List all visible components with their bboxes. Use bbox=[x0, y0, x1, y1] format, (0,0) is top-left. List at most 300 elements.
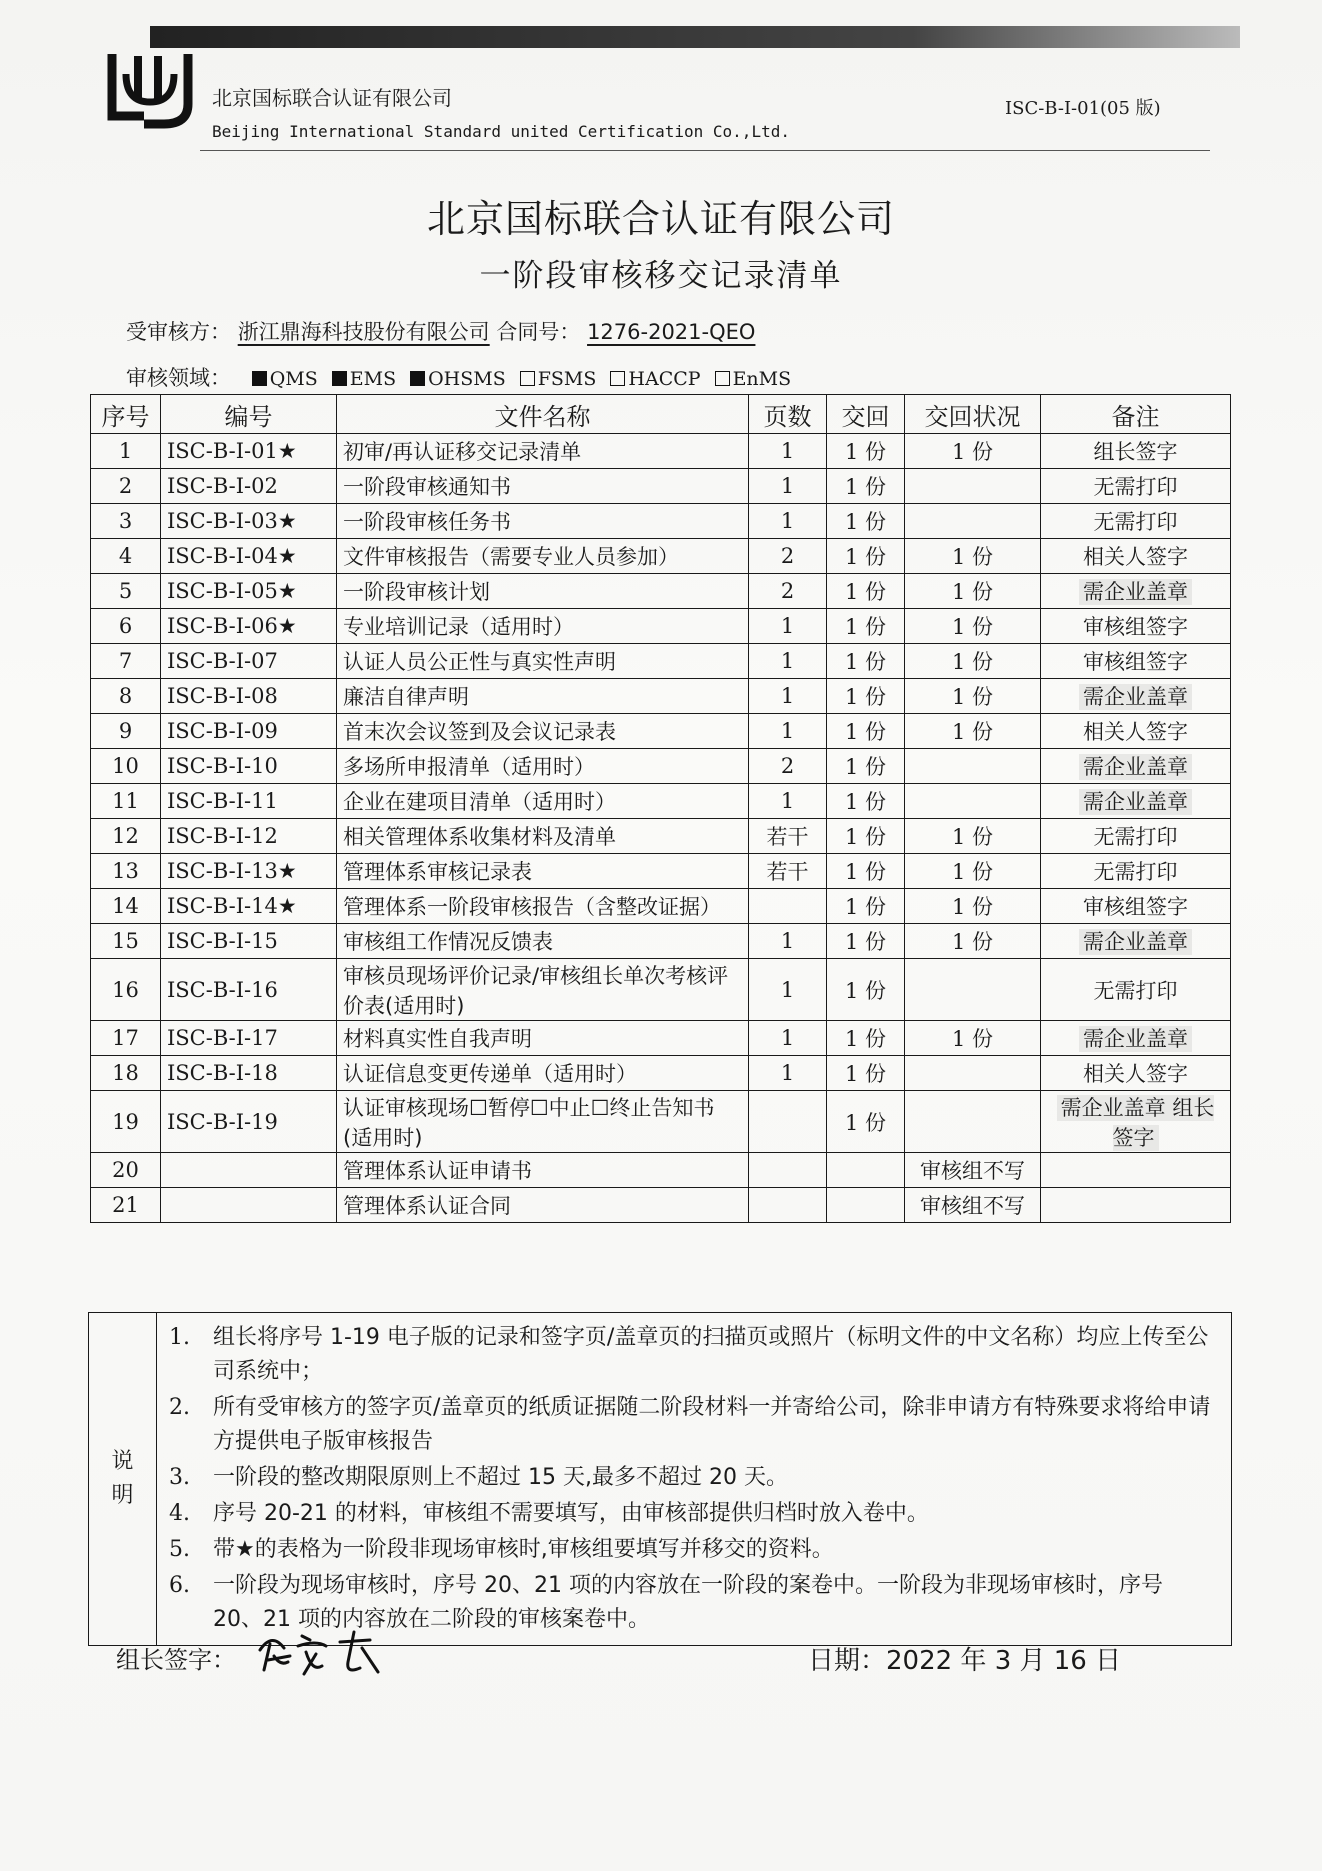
document-title: 北京国标联合认证有限公司 bbox=[426, 197, 895, 241]
cell-status bbox=[905, 1188, 1041, 1223]
cell-name bbox=[337, 1153, 749, 1188]
cell-pages-text: 2 bbox=[780, 754, 795, 778]
cell-pages bbox=[749, 924, 827, 959]
cell-code bbox=[161, 854, 337, 889]
cell-return-text: 1 份 bbox=[844, 650, 887, 674]
cell-return-text: 1 份 bbox=[844, 930, 887, 954]
cell-name bbox=[337, 504, 749, 539]
cell-pages bbox=[749, 1153, 827, 1188]
cell-pages-text: 1 bbox=[780, 1061, 795, 1085]
cell-name-text: 一阶段审核通知书 bbox=[343, 475, 511, 499]
table-row bbox=[91, 1021, 1231, 1056]
scope-option-ohsms bbox=[410, 368, 506, 390]
cell-code-text: ISC-B-I-03★ bbox=[167, 509, 297, 533]
cell-remark bbox=[1041, 504, 1231, 539]
cell-return-text: 1 份 bbox=[844, 510, 887, 534]
table-row bbox=[91, 434, 1231, 469]
cell-remark-text: 无需打印 bbox=[1093, 475, 1178, 499]
cell-code-text: ISC-B-I-01★ bbox=[167, 439, 297, 463]
table-row bbox=[91, 819, 1231, 854]
cell-status bbox=[905, 819, 1041, 854]
cell-no bbox=[91, 1153, 161, 1188]
cell-return bbox=[827, 1091, 905, 1153]
cell-pages-text: 若干 bbox=[766, 825, 809, 849]
cell-status bbox=[905, 574, 1041, 609]
cell-remark bbox=[1041, 714, 1231, 749]
cell-code-text: ISC-B-I-12 bbox=[167, 824, 278, 848]
cell-remark bbox=[1041, 609, 1231, 644]
cell-status bbox=[905, 1091, 1041, 1153]
cell-no-text: 18 bbox=[112, 1061, 139, 1085]
cell-pages bbox=[749, 1188, 827, 1223]
cell-code-text: ISC-B-I-15 bbox=[167, 929, 278, 953]
scope-option-label: HACCP bbox=[628, 368, 701, 390]
cell-code bbox=[161, 609, 337, 644]
cell-pages-text: 1 bbox=[780, 1026, 795, 1050]
cell-name bbox=[337, 784, 749, 819]
scan-edge-band bbox=[150, 26, 1240, 48]
cell-name-text: 材料真实性自我声明 bbox=[343, 1027, 532, 1051]
cell-return bbox=[827, 434, 905, 469]
cell-pages bbox=[749, 1056, 827, 1091]
cell-return bbox=[827, 749, 905, 784]
cell-remark bbox=[1041, 539, 1231, 574]
cell-no-text: 15 bbox=[112, 929, 139, 953]
checked-box-icon bbox=[252, 371, 267, 386]
note-item bbox=[157, 1533, 1231, 1567]
cell-code-text: ISC-B-I-09 bbox=[167, 719, 278, 743]
cell-name bbox=[337, 574, 749, 609]
cell-pages bbox=[749, 784, 827, 819]
cell-status-text: 1 份 bbox=[951, 720, 994, 744]
cell-code-text: ISC-B-I-07 bbox=[167, 649, 278, 673]
cell-status bbox=[905, 504, 1041, 539]
cell-pages bbox=[749, 1021, 827, 1056]
signature-date: 日期：2022 年 3 月 16 日 bbox=[808, 1646, 1122, 1676]
cell-name bbox=[337, 819, 749, 854]
cell-code-text: ISC-B-I-16 bbox=[167, 977, 278, 1002]
cell-status bbox=[905, 889, 1041, 924]
cell-return-text: 1 份 bbox=[844, 545, 887, 569]
cell-remark-text: 审核组签字 bbox=[1083, 650, 1188, 674]
cell-return-text: 1 份 bbox=[844, 580, 887, 604]
cell-status bbox=[905, 924, 1041, 959]
cell-return bbox=[827, 1153, 905, 1188]
cell-name bbox=[337, 889, 749, 924]
cell-return bbox=[827, 1188, 905, 1223]
cell-status bbox=[905, 714, 1041, 749]
company-logo-icon bbox=[104, 44, 196, 132]
cell-status-text: 1 份 bbox=[951, 440, 994, 464]
cell-no-text: 10 bbox=[112, 754, 139, 778]
cell-no-text: 17 bbox=[112, 1026, 139, 1050]
notes-body bbox=[157, 1313, 1232, 1646]
cell-code bbox=[161, 1056, 337, 1091]
cell-code bbox=[161, 539, 337, 574]
cell-pages bbox=[749, 889, 827, 924]
cell-return-text: 1 份 bbox=[844, 475, 887, 499]
cell-name-text: 一阶段审核计划 bbox=[343, 580, 490, 604]
note-number: 3. bbox=[169, 1465, 190, 1490]
cell-no bbox=[91, 924, 161, 959]
cell-remark-text: 无需打印 bbox=[1093, 860, 1178, 884]
cell-pages bbox=[749, 609, 827, 644]
notes-label bbox=[89, 1313, 157, 1646]
cell-remark-text: 需企业盖章 bbox=[1079, 789, 1192, 815]
cell-no-text: 2 bbox=[118, 474, 133, 498]
note-item bbox=[157, 1321, 1231, 1389]
cell-return bbox=[827, 784, 905, 819]
cell-remark bbox=[1041, 1153, 1231, 1188]
cell-status bbox=[905, 609, 1041, 644]
cell-name bbox=[337, 959, 749, 1021]
col-header-name: 文件名称 bbox=[337, 395, 749, 434]
cell-return bbox=[827, 959, 905, 1021]
cell-code bbox=[161, 1021, 337, 1056]
note-number: 5. bbox=[169, 1537, 190, 1562]
cell-status-text: 1 份 bbox=[951, 545, 994, 569]
cell-name-text: 管理体系认证申请书 bbox=[343, 1159, 532, 1183]
cell-return bbox=[827, 644, 905, 679]
cell-no-text: 4 bbox=[118, 544, 133, 568]
cell-name bbox=[337, 1188, 749, 1223]
cell-code bbox=[161, 644, 337, 679]
cell-return bbox=[827, 1056, 905, 1091]
cell-no bbox=[91, 714, 161, 749]
cell-remark-text: 相关人签字 bbox=[1083, 720, 1188, 744]
cell-code bbox=[161, 434, 337, 469]
table-row bbox=[91, 1188, 1231, 1223]
cell-remark-text: 需企业盖章 bbox=[1079, 929, 1192, 955]
cell-name-text: 专业培训记录（适用时） bbox=[343, 615, 574, 639]
col-header-status: 交回状况 bbox=[905, 395, 1041, 434]
cell-name bbox=[337, 469, 749, 504]
cell-name-text: 认证审核现场☐暂停☐中止☐终止告知书(适用时) bbox=[343, 1095, 715, 1150]
cell-remark-text: 无需打印 bbox=[1093, 825, 1178, 849]
cell-status-text: 1 份 bbox=[951, 685, 994, 709]
cell-pages-text: 1 bbox=[780, 509, 795, 533]
notes-label-text: 说明 bbox=[111, 1449, 134, 1508]
cell-no bbox=[91, 504, 161, 539]
cell-return-text: 1 份 bbox=[844, 755, 887, 779]
cell-no bbox=[91, 1056, 161, 1091]
col-header-pages: 页数 bbox=[749, 395, 827, 434]
cell-pages bbox=[749, 574, 827, 609]
company-name-en: Beijing International Standard united Certification Co.,Ltd. bbox=[212, 122, 790, 141]
table-header-row bbox=[91, 395, 1231, 434]
form-code: ISC-B-I-01(05 版) bbox=[1005, 98, 1161, 119]
cell-no bbox=[91, 539, 161, 574]
cell-remark-text: 无需打印 bbox=[1093, 978, 1178, 1003]
checked-box-icon bbox=[410, 371, 425, 386]
scope-option-label: QMS bbox=[269, 368, 318, 390]
unchecked-box-icon bbox=[520, 371, 535, 386]
cell-name-text: 多场所申报清单（适用时） bbox=[343, 755, 595, 779]
table-row bbox=[91, 609, 1231, 644]
contract-number: 1276-2021-QEO bbox=[587, 320, 756, 344]
note-text: 序号 20-21 的材料，审核组不需要填写，由审核部提供归档时放入卷中。 bbox=[213, 1501, 929, 1526]
cell-pages-text: 2 bbox=[780, 544, 795, 568]
table-row bbox=[91, 1091, 1231, 1153]
cell-remark bbox=[1041, 574, 1231, 609]
cell-no-text: 21 bbox=[112, 1193, 139, 1217]
cell-remark bbox=[1041, 889, 1231, 924]
note-text: 带★的表格为一阶段非现场审核时,审核组要填写并移交的资料。 bbox=[213, 1537, 834, 1562]
cell-code-text: ISC-B-I-17 bbox=[167, 1026, 278, 1050]
cell-code-text: ISC-B-I-02 bbox=[167, 474, 278, 498]
cell-no-text: 20 bbox=[112, 1158, 139, 1182]
cell-code bbox=[161, 504, 337, 539]
col-header-return: 交回 bbox=[827, 395, 905, 434]
cell-name bbox=[337, 609, 749, 644]
cell-no bbox=[91, 889, 161, 924]
cell-code-text: ISC-B-I-04★ bbox=[167, 544, 297, 568]
cell-name-text: 初审/再认证移交记录清单 bbox=[343, 440, 582, 464]
note-item bbox=[157, 1391, 1231, 1459]
cell-remark-text: 需企业盖章 bbox=[1079, 684, 1192, 710]
cell-no bbox=[91, 644, 161, 679]
cell-name-text: 相关管理体系收集材料及清单 bbox=[343, 825, 616, 849]
cell-no-text: 9 bbox=[118, 719, 133, 743]
cell-status bbox=[905, 469, 1041, 504]
cell-status-text: 审核组不写 bbox=[920, 1194, 1025, 1218]
leader-signature-label: 组长签字： bbox=[116, 1646, 236, 1674]
cell-return bbox=[827, 714, 905, 749]
cell-pages-text: 1 bbox=[780, 684, 795, 708]
cell-name bbox=[337, 539, 749, 574]
cell-code-text: ISC-B-I-18 bbox=[167, 1061, 278, 1085]
note-number: 6. bbox=[169, 1573, 190, 1598]
cell-no bbox=[91, 784, 161, 819]
cell-no-text: 16 bbox=[112, 977, 139, 1002]
cell-remark-text: 需企业盖章 组长签字 bbox=[1057, 1095, 1215, 1151]
cell-status bbox=[905, 644, 1041, 679]
auditee-info bbox=[126, 316, 755, 346]
cell-no-text: 7 bbox=[118, 649, 133, 673]
cell-pages bbox=[749, 679, 827, 714]
cell-code bbox=[161, 749, 337, 784]
cell-code-text: ISC-B-I-05★ bbox=[167, 579, 297, 603]
cell-no bbox=[91, 679, 161, 714]
cell-code bbox=[161, 784, 337, 819]
cell-pages bbox=[749, 1091, 827, 1153]
cell-name bbox=[337, 854, 749, 889]
note-text: 一阶段的整改期限原则上不超过 15 天,最多不超过 20 天。 bbox=[213, 1465, 788, 1490]
cell-status-text: 1 份 bbox=[951, 580, 994, 604]
table-row bbox=[91, 1153, 1231, 1188]
scope-option-haccp bbox=[610, 368, 700, 390]
cell-remark bbox=[1041, 749, 1231, 784]
cell-return bbox=[827, 504, 905, 539]
cell-no bbox=[91, 1021, 161, 1056]
cell-code bbox=[161, 574, 337, 609]
scope-option-label: EnMS bbox=[732, 368, 792, 390]
cell-no bbox=[91, 749, 161, 784]
cell-return-text: 1 份 bbox=[844, 1062, 887, 1086]
cell-code bbox=[161, 679, 337, 714]
cell-pages-text: 若干 bbox=[766, 860, 809, 884]
table-row bbox=[91, 469, 1231, 504]
cell-remark bbox=[1041, 924, 1231, 959]
cell-no bbox=[91, 434, 161, 469]
cell-status bbox=[905, 434, 1041, 469]
cell-status bbox=[905, 959, 1041, 1021]
cell-return-text: 1 份 bbox=[844, 978, 887, 1003]
auditee-label: 受审核方： bbox=[126, 320, 231, 344]
transfer-table bbox=[90, 394, 1231, 1223]
cell-status bbox=[905, 1056, 1041, 1091]
cell-status-text: 审核组不写 bbox=[920, 1159, 1025, 1183]
table-row bbox=[91, 574, 1231, 609]
cell-name-text: 首末次会议签到及会议记录表 bbox=[343, 720, 616, 744]
cell-remark bbox=[1041, 854, 1231, 889]
cell-pages bbox=[749, 504, 827, 539]
cell-no-text: 13 bbox=[112, 859, 139, 883]
cell-remark-text: 组长签字 bbox=[1093, 440, 1178, 464]
cell-code bbox=[161, 714, 337, 749]
cell-name-text: 审核员现场评价记录/审核组长单次考核评价表(适用时) bbox=[343, 963, 729, 1018]
table-row bbox=[91, 504, 1231, 539]
cell-return-text: 1 份 bbox=[844, 1110, 887, 1135]
cell-code bbox=[161, 1188, 337, 1223]
cell-return bbox=[827, 574, 905, 609]
cell-status bbox=[905, 749, 1041, 784]
cell-remark bbox=[1041, 1091, 1231, 1153]
cell-status-text: 1 份 bbox=[951, 615, 994, 639]
cell-name-text: 认证信息变更传递单（适用时） bbox=[343, 1062, 637, 1086]
cell-name-text: 认证人员公正性与真实性声明 bbox=[343, 650, 616, 674]
note-text: 所有受审核方的签字页/盖章页的纸质证据随二阶段材料一并寄给公司，除非申请方有特殊要求将给申请方提供电子版审核报告 bbox=[213, 1395, 1211, 1454]
note-number: 2. bbox=[169, 1395, 190, 1420]
cell-return-text: 1 份 bbox=[844, 825, 887, 849]
cell-pages bbox=[749, 714, 827, 749]
cell-name bbox=[337, 749, 749, 784]
cell-return-text: 1 份 bbox=[844, 790, 887, 814]
table-row bbox=[91, 714, 1231, 749]
col-header-code: 编号 bbox=[161, 395, 337, 434]
cell-remark-text: 审核组签字 bbox=[1083, 895, 1188, 919]
table-row bbox=[91, 784, 1231, 819]
col-header-no: 序号 bbox=[91, 395, 161, 434]
cell-no bbox=[91, 609, 161, 644]
header-rule bbox=[200, 150, 1210, 151]
cell-status-text: 1 份 bbox=[951, 1027, 994, 1051]
cell-pages bbox=[749, 434, 827, 469]
cell-remark bbox=[1041, 679, 1231, 714]
scope-option-label: EMS bbox=[349, 368, 397, 390]
scope-option-fsms bbox=[520, 368, 597, 390]
cell-status bbox=[905, 854, 1041, 889]
cell-no bbox=[91, 819, 161, 854]
cell-code bbox=[161, 959, 337, 1021]
cell-name-text: 企业在建项目清单（适用时） bbox=[343, 790, 616, 814]
cell-code bbox=[161, 469, 337, 504]
cell-return-text: 1 份 bbox=[844, 1027, 887, 1051]
cell-remark-text: 无需打印 bbox=[1093, 510, 1178, 534]
table-row bbox=[91, 924, 1231, 959]
table-row bbox=[91, 749, 1231, 784]
cell-remark bbox=[1041, 819, 1231, 854]
table-row bbox=[91, 679, 1231, 714]
cell-pages bbox=[749, 819, 827, 854]
cell-pages bbox=[749, 539, 827, 574]
cell-status bbox=[905, 539, 1041, 574]
unchecked-box-icon bbox=[610, 371, 625, 386]
cell-return bbox=[827, 469, 905, 504]
scope-option-label: OHSMS bbox=[428, 368, 506, 390]
cell-name bbox=[337, 434, 749, 469]
cell-remark-text: 相关人签字 bbox=[1083, 545, 1188, 569]
cell-remark-text: 审核组签字 bbox=[1083, 615, 1188, 639]
cell-pages bbox=[749, 469, 827, 504]
handwritten-signature-icon bbox=[250, 1622, 390, 1682]
cell-code-text: ISC-B-I-13★ bbox=[167, 859, 297, 883]
cell-code bbox=[161, 819, 337, 854]
cell-return bbox=[827, 1021, 905, 1056]
cell-return-text: 1 份 bbox=[844, 720, 887, 744]
cell-status bbox=[905, 1153, 1041, 1188]
cell-return bbox=[827, 889, 905, 924]
cell-no-text: 6 bbox=[118, 614, 133, 638]
note-item bbox=[157, 1461, 1231, 1495]
unchecked-box-icon bbox=[715, 371, 730, 386]
cell-code-text: ISC-B-I-14★ bbox=[167, 894, 297, 918]
cell-pages bbox=[749, 644, 827, 679]
cell-no-text: 19 bbox=[112, 1109, 139, 1134]
cell-return-text: 1 份 bbox=[844, 685, 887, 709]
cell-name-text: 廉洁自律声明 bbox=[343, 685, 469, 709]
cell-pages-text: 1 bbox=[780, 977, 795, 1002]
cell-pages bbox=[749, 749, 827, 784]
cell-code-text: ISC-B-I-08 bbox=[167, 684, 278, 708]
note-text: 一阶段为现场审核时，序号 20、21 项的内容放在一阶段的案卷中。一阶段为非现场审核时，序号 20、21 项的内容放在二阶段的审核案卷中。 bbox=[213, 1573, 1163, 1632]
cell-no bbox=[91, 1091, 161, 1153]
cell-return bbox=[827, 609, 905, 644]
cell-name bbox=[337, 1091, 749, 1153]
cell-name bbox=[337, 1021, 749, 1056]
cell-name-text: 管理体系一阶段审核报告（含整改证据） bbox=[343, 895, 721, 919]
cell-return-text: 1 份 bbox=[844, 860, 887, 884]
cell-code bbox=[161, 889, 337, 924]
cell-status-text: 1 份 bbox=[951, 650, 994, 674]
cell-name bbox=[337, 644, 749, 679]
note-item bbox=[157, 1497, 1231, 1531]
cell-remark-text: 需企业盖章 bbox=[1079, 754, 1192, 780]
cell-no bbox=[91, 574, 161, 609]
notes-table bbox=[88, 1312, 1232, 1646]
cell-return bbox=[827, 924, 905, 959]
cell-no-text: 3 bbox=[118, 509, 133, 533]
cell-code bbox=[161, 1091, 337, 1153]
cell-remark bbox=[1041, 959, 1231, 1021]
cell-status bbox=[905, 1021, 1041, 1056]
company-name-cn: 北京国标联合认证有限公司 bbox=[212, 86, 452, 110]
cell-return-text: 1 份 bbox=[844, 615, 887, 639]
note-number: 4. bbox=[169, 1501, 190, 1526]
cell-remark-text: 相关人签字 bbox=[1083, 1062, 1188, 1086]
scope-label: 审核领域： bbox=[126, 366, 231, 390]
cell-remark bbox=[1041, 469, 1231, 504]
cell-pages-text: 2 bbox=[780, 579, 795, 603]
cell-no-text: 14 bbox=[112, 894, 139, 918]
cell-code bbox=[161, 1153, 337, 1188]
cell-pages-text: 1 bbox=[780, 719, 795, 743]
cell-no-text: 1 bbox=[118, 439, 133, 463]
cell-pages-text: 1 bbox=[780, 439, 795, 463]
cell-return-text: 1 份 bbox=[844, 895, 887, 919]
cell-no-text: 12 bbox=[112, 824, 139, 848]
cell-status-text: 1 份 bbox=[951, 860, 994, 884]
